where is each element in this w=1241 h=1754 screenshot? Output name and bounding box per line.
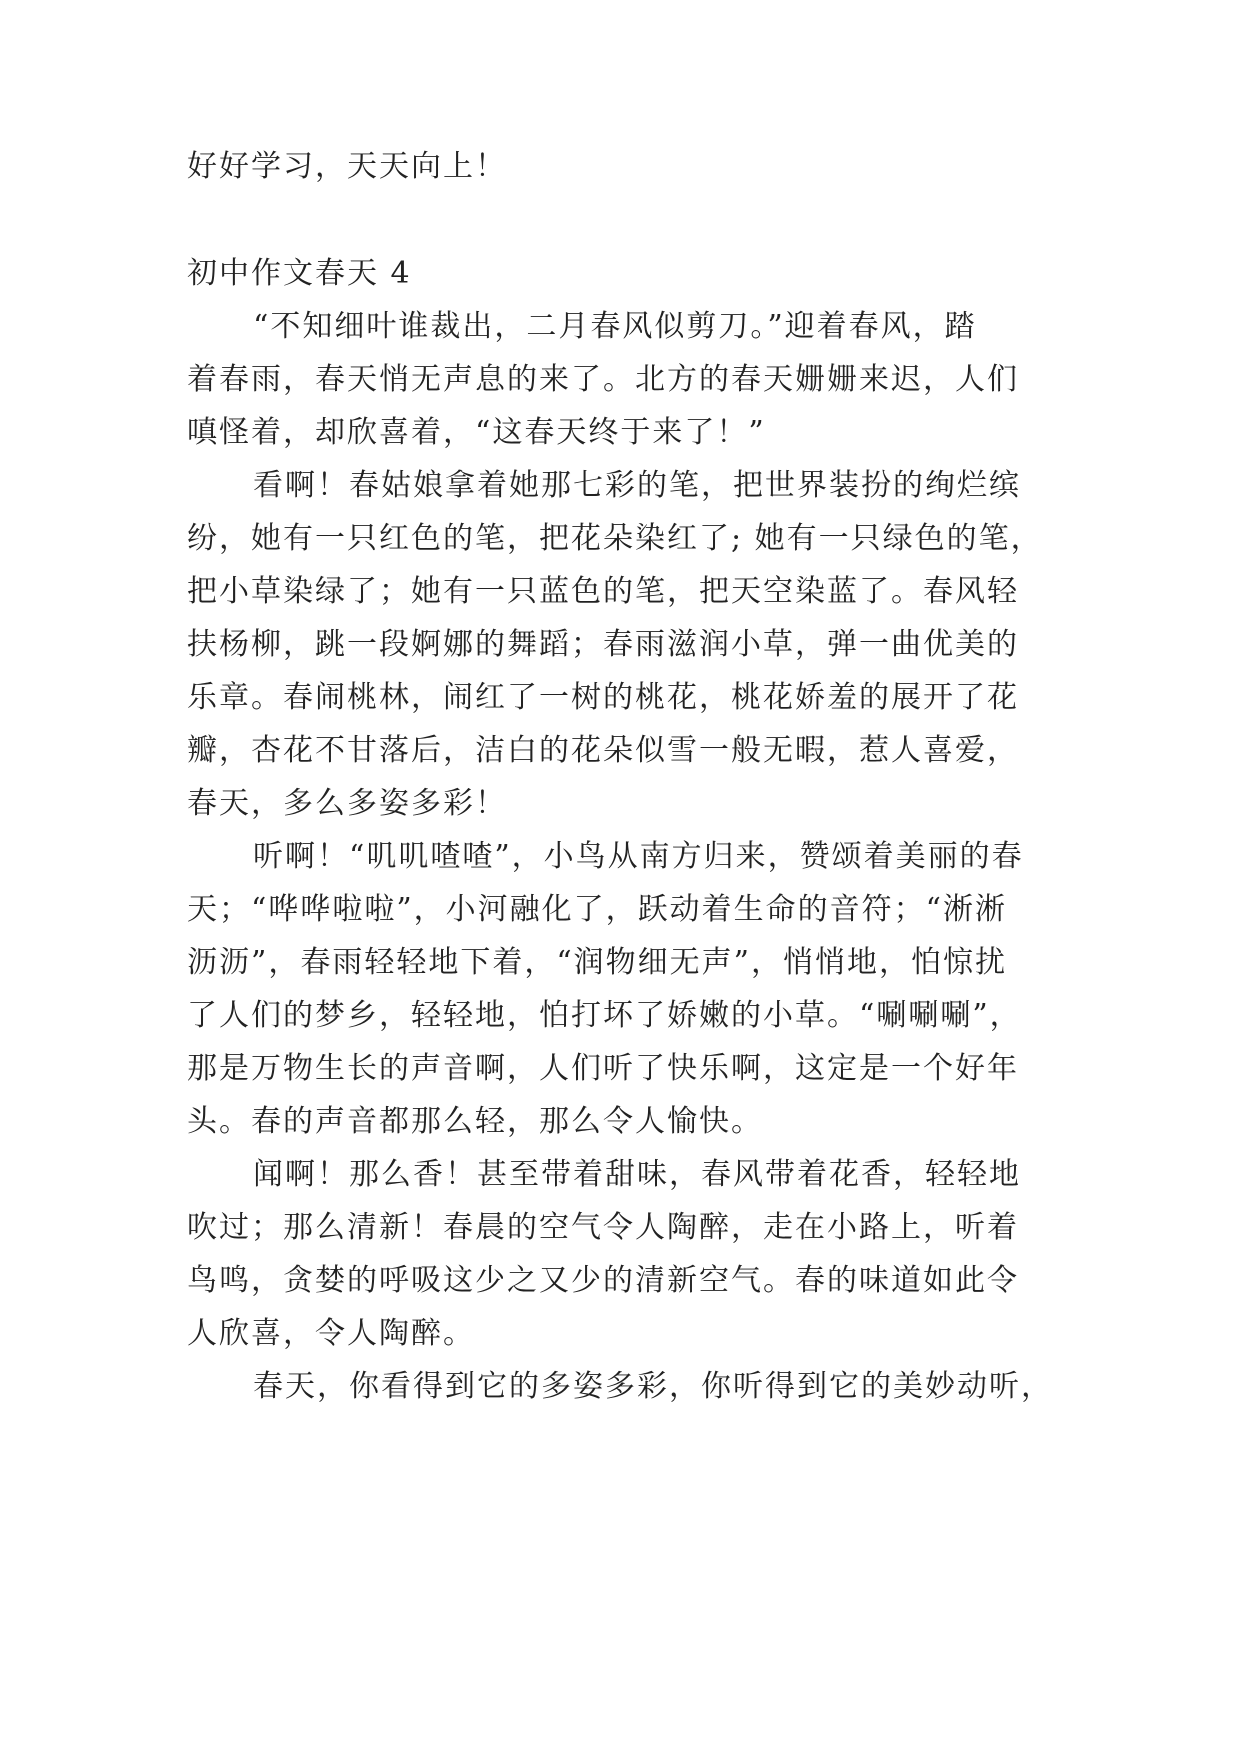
paragraph-line: 扶杨柳，跳一段婀娜的舞蹈；春雨滋润小草，弹一曲优美的 [187, 627, 1019, 662]
paragraph-line: 春天，多么多姿多彩！ [187, 786, 507, 821]
paragraph-line: 把小草染绿了；她有一只蓝色的笔，把天空染蓝了。春风轻 [187, 574, 1019, 609]
paragraph-line: 了人们的梦乡，轻轻地，怕打坏了娇嫩的小草。“唰唰唰”， [187, 998, 1022, 1033]
paragraph-line: 着春雨，春天悄无声息的来了。北方的春天姗姗来迟，人们 [187, 362, 1019, 397]
paragraph-line: 头。春的声音都那么轻，那么令人愉快。 [187, 1104, 763, 1139]
paragraph-line: 春天，你看得到它的多姿多彩，你听得到它的美妙动听， [253, 1369, 1053, 1404]
paragraph-line: 嗔怪着，却欣喜着，“这春天终于来了！” [187, 415, 766, 450]
paragraph-line: “不知细叶谁裁出，二月春风似剪刀。”迎着春风，踏 [253, 309, 977, 344]
paragraph-line: 听啊！“叽叽喳喳”，小鸟从南方归来，赞颂着美丽的春 [253, 839, 1024, 874]
paragraph-line: 闻啊！那么香！甚至带着甜味，春风带着花香，轻轻地 [253, 1157, 1021, 1192]
lead-line: 好好学习，天天向上！ [187, 149, 507, 184]
paragraph-line: 沥沥”，春雨轻轻地下着，“润物细无声”，悄悄地，怕惊扰 [187, 945, 1008, 980]
paragraph-line: 纷，她有一只红色的笔，把花朵染红了; 她有一只绿色的笔， [187, 521, 1043, 556]
paragraph-line: 天；“哗哗啦啦”，小河融化了，跃动着生命的音符；“淅淅 [187, 892, 1008, 927]
paragraph-line: 看啊！春姑娘拿着她那七彩的笔，把世界装扮的绚烂缤 [253, 468, 1021, 503]
paragraph-line: 瓣，杏花不甘落后，洁白的花朵似雪一般无暇，惹人喜爱， [187, 733, 1019, 768]
paragraph-line: 鸟鸣，贪婪的呼吸这少之又少的清新空气。春的味道如此令 [187, 1263, 1019, 1298]
paragraph-line: 吹过；那么清新！春晨的空气令人陶醉，走在小路上，听着 [187, 1210, 1019, 1245]
paragraph-line: 人欣喜，令人陶醉。 [187, 1316, 475, 1351]
paragraph-line: 那是万物生长的声音啊，人们听了快乐啊，这定是一个好年 [187, 1051, 1019, 1086]
paragraph-line: 乐章。春闹桃林，闹红了一树的桃花，桃花娇羞的展开了花 [187, 680, 1019, 715]
essay-heading: 初中作文春天 4 [187, 256, 412, 291]
